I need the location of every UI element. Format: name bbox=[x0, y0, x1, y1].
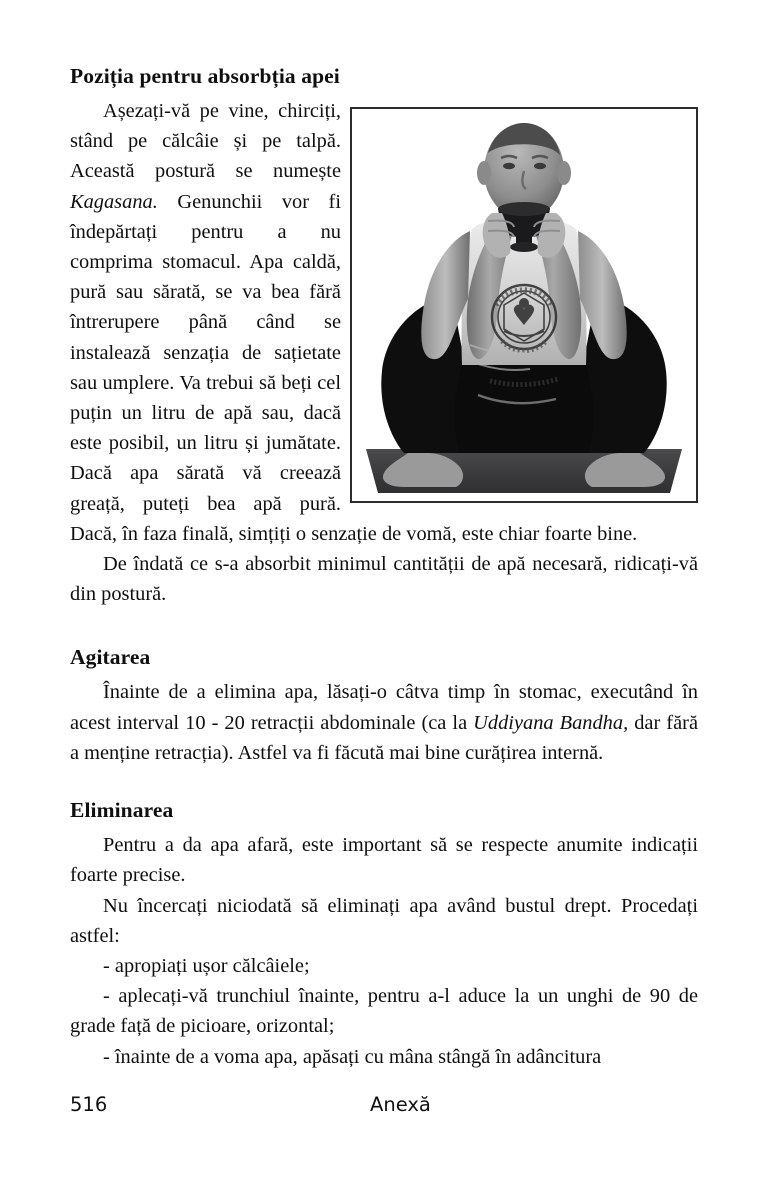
paragraph-agitarea-tail: dar fără a menține retracția). Astfel va fi făcută mai bine curățirea internă. bbox=[70, 711, 698, 764]
kagasana-photo-figure bbox=[350, 107, 698, 503]
list-item-2: - aplecați-vă trunchiul înainte, pentru a-l aduce la un unghi de 90 de grade față de picioare, orizontal; bbox=[70, 985, 698, 1038]
term-uddiyana-bandha: Uddiyana Bandha, bbox=[473, 711, 629, 734]
paragraph-agitarea-lead: Înainte de a elimina apa, lăsați-o câtva timp în stomac, executând în acest interval 10 - 20 retracții abdominale (ca la bbox=[70, 681, 698, 734]
paragraph-posture-lead: Așezați-vă pe vine, chirciți, stând pe călcâie și pe talpă. Această postură se numește bbox=[70, 100, 341, 183]
list-item-1: - apropiați ușor călcâiele; bbox=[103, 954, 310, 977]
section-heading-agitarea: Agitarea bbox=[70, 645, 151, 670]
list-item-3: - înainte de a voma apa, apăsați cu mâna stângă în adâncitura bbox=[103, 1045, 602, 1068]
running-head: Anexă bbox=[370, 1093, 431, 1116]
paragraph-posture-tail: Genunchii vor fi îndepărtați pentru a nu comprima stomacul. Apa caldă, pură sau sărată, se va bea fără întrerupere până când se instalează senzația de sațietate sau umplere. Va trebui să beți cel puțin un litru de apă sau, dacă este posibil, un litru și jumătate. Dacă apa sărată vă creează greață, puteți bea apă pură. Dacă, în faza finală, simțiți o senzație de vomă, este chiar foarte bine. bbox=[70, 190, 638, 545]
page-content bbox=[70, 62, 698, 1072]
paragraph-eliminarea-2: Nu încercați niciodată să eliminați apa având bustul drept. Procedați astfel: bbox=[70, 894, 698, 947]
kagasana-photo-image bbox=[352, 109, 696, 501]
page-footer bbox=[70, 1093, 698, 1123]
spacer-before-eliminarea bbox=[70, 768, 698, 796]
paragraph-after-absorption: De îndată ce s-a absorbit minimul cantității de apă necesară, ridicați-vă din postură. bbox=[70, 553, 698, 606]
section-heading-absorbtia-apei: Poziția pentru absorbția apei bbox=[70, 64, 340, 88]
paragraph-agitarea bbox=[70, 677, 698, 768]
spacer-before-agitarea bbox=[70, 609, 698, 643]
term-kagasana: Kagasana. bbox=[70, 190, 158, 213]
section-heading-eliminarea: Eliminarea bbox=[70, 798, 174, 823]
page-number: 516 bbox=[70, 1093, 108, 1116]
paragraph-eliminarea-1: Pentru a da apa afară, este important să se respecte anumite indicații foarte precise. bbox=[70, 834, 698, 887]
